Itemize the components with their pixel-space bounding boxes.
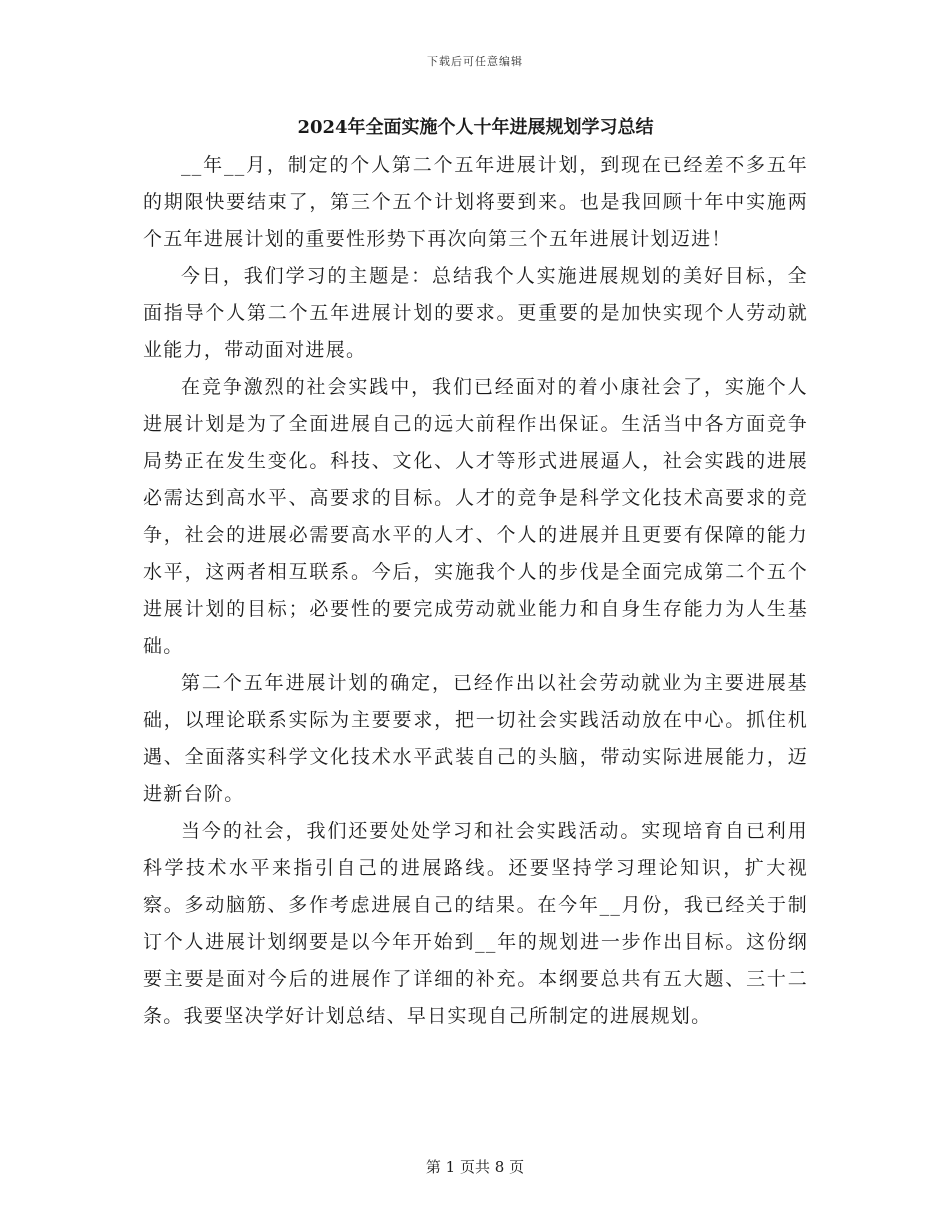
page-number: 第 1 页共 8 页 [425,1158,525,1176]
paragraph-2: 今日，我们学习的主题是：总结我个人实施进展规划的美好目标，全面指导个人第二个五年进展计划的要求。更重要的是加快实现个人劳动就业能力，带动面对进展。 [143,265,808,361]
paragraph-3: 在竞争激烈的社会实践中，我们已经面对的着小康社会了，实施个人进展计划是为了全面进展自己的远大前程作出保证。生活当中各方面竞争局势正在发生变化。科技、文化、人才等形式进展逼人，社会实践的进展必需达到高水平、高要求的目标。人才的竞争是科学文化技术高要求的竞争，社会的进展必需要高水平的人才、个人的进展并且更要有保障的能力水平，这两者相互联系。今后，实施我个人的步伐是全面完成第二个五个进展计划的目标；必要性的要完成劳动就业能力和自身生存能力为人生基础。 [143,376,808,657]
document-body [143,112,808,1035]
paragraph-4: 第二个五年进展计划的确定，已经作出以社会劳动就业为主要进展基础，以理论联系实际为主要要求，把一切社会实践活动放在中心。抓住机遇、全面落实科学文化技术水平武装自己的头脑，带动实际进展能力，迈进新台阶。 [143,672,808,805]
paragraph-5: 当今的社会，我们还要处处学习和社会实践活动。实现培育自已利用科学技术水平来指引自己的进展路线。还要坚持学习理论知识，扩大视察。多动脑筋、多作考虑进展自己的结果。在今年__月份，我已经关于制订个人进展计划纲要是以今年开始到__年的规划进一步作出目标。这份纲要主要是面对今后的进展作了详细的补充。本纲要总共有五大题、三十二条。我要坚决学好计划总结、早日实现自己所制定的进展规划。 [143,820,808,1027]
paragraph-1: __年__月，制定的个人第二个五年进展计划，到现在已经差不多五年的期限快要结束了，第三个五个计划将要到来。也是我回顾十年中实施两个五年进展计划的重要性形势下再次向第三个五年进展计划迈进！ [143,154,808,250]
page-header-note: 下载后可任意编辑 [427,55,523,68]
document-title: 2024年全面实施个人十年进展规划学习总结 [297,117,654,138]
